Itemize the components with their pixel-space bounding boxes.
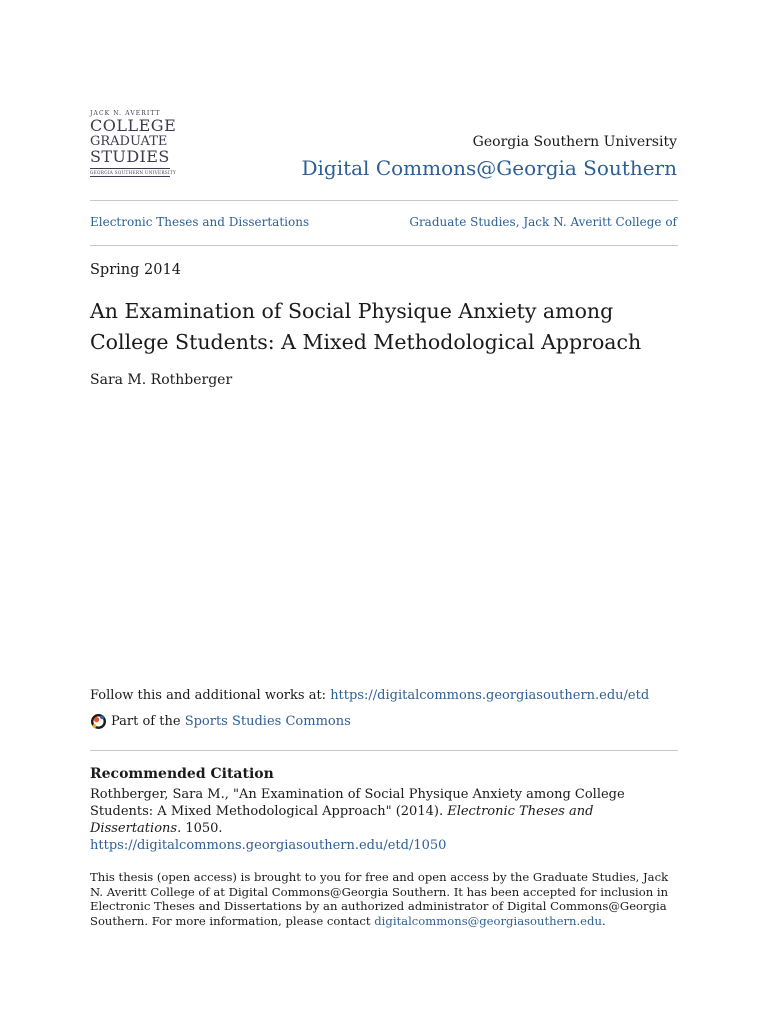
citation-body: Rothberger, Sara M., "An Examination of Social Physique Anxiety among College Students: A Mixed Methodological Approach" (2014). xyxy=(90,787,625,819)
logo-line-studies: STUDIES xyxy=(90,147,170,166)
notice-text: This thesis (open access) is brought to you for free and open access by the Graduate Studies, Jack N. Averitt College of at Digital Commons@Georgia Southern. It has been accepted for inclusion in Electronic Theses and Dissertations by an authorized administrator of Digital Commons@Georgia Southern. For more information, please contact xyxy=(90,870,669,929)
logo-line-university: GEORGIA SOUTHERN UNIVERSITY xyxy=(90,170,177,175)
access-notice xyxy=(90,870,680,929)
university-name: Georgia Southern University xyxy=(472,134,677,150)
recommended-citation-heading: Recommended Citation xyxy=(90,766,274,782)
logo-rule-bottom xyxy=(90,176,170,177)
sports-studies-commons-link[interactable]: Sports Studies Commons xyxy=(184,714,351,729)
citation-url-link[interactable]: https://digitalcommons.georgiasouthern.edu/etd/1050 xyxy=(90,838,447,853)
follow-text: Follow this and additional works at: xyxy=(90,688,331,703)
notice-end: . xyxy=(601,914,606,929)
college-logo xyxy=(90,110,177,180)
publication-date: Spring 2014 xyxy=(90,262,181,278)
logo-line-graduate: GRADUATE xyxy=(90,134,168,149)
citation-divider xyxy=(90,750,678,751)
document-title: An Examination of Social Physique Anxiety among College Students: A Mixed Methodological Approach xyxy=(90,299,642,354)
logo-line-college: COLLEGE xyxy=(90,116,177,135)
nav-divider xyxy=(90,245,678,246)
part-of-prefix: Part of the xyxy=(111,714,185,729)
etd-collection-link[interactable]: Electronic Theses and Dissertations xyxy=(90,215,310,229)
repository-link[interactable]: Digital Commons@Georgia Southern xyxy=(301,156,677,180)
header-divider xyxy=(90,200,678,201)
network-commons-icon xyxy=(90,713,107,730)
graduate-studies-link[interactable]: Graduate Studies, Jack N. Averitt College of xyxy=(409,215,677,229)
citation-number: . 1050. xyxy=(177,821,223,836)
part-of-line xyxy=(90,713,351,730)
logo-line-averitt: JACK N. AVERITT xyxy=(90,110,161,117)
citation-series: Electronic Theses and Dissertations xyxy=(90,804,594,836)
contact-email-link[interactable]: digitalcommons@georgiasouthern.edu xyxy=(374,914,602,929)
document-author: Sara M. Rothberger xyxy=(90,372,233,388)
citation-text xyxy=(90,786,680,854)
follow-line xyxy=(90,688,649,703)
follow-url-link[interactable]: https://digitalcommons.georgiasouthern.edu/etd xyxy=(330,688,650,703)
logo-rule xyxy=(90,168,170,169)
